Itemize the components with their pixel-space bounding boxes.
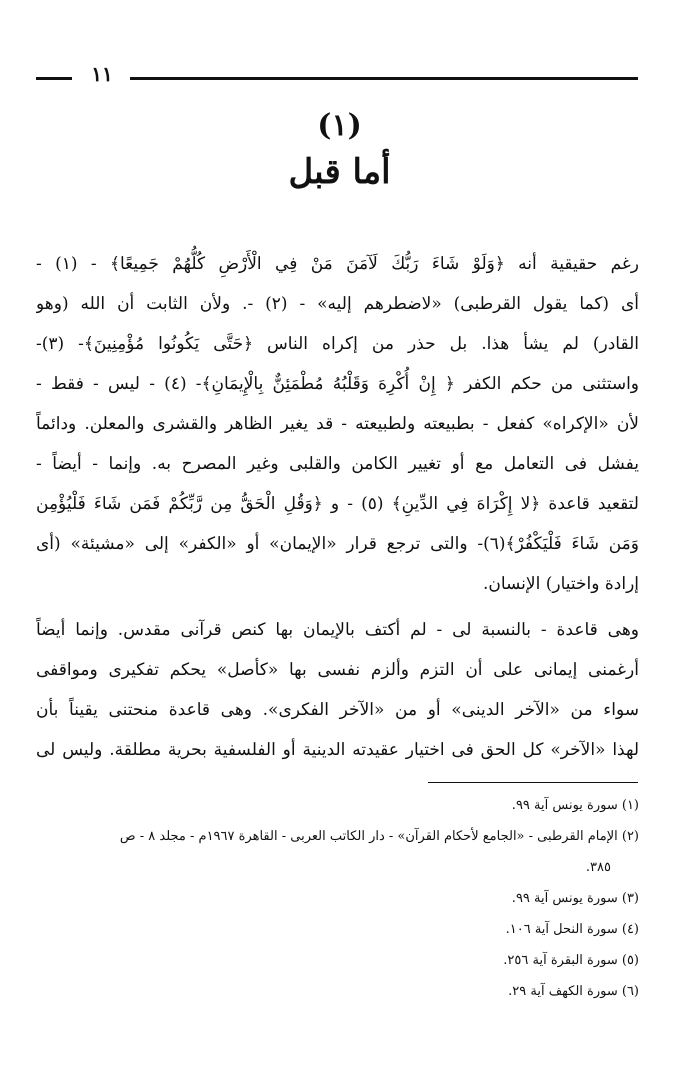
text-line: وَمَن شَاءَ فَلْيَكْفُرْ﴾(٦)- والتى ترجع قرار «الإيمان» أو «الكفر» إلى «مشيئة» (أى: [36, 534, 639, 554]
header-rule-short: [36, 77, 72, 80]
text-line: وهى قاعدة - بالنسبة لى - لم أكتف بالإيمان بها كنص قرآنى مقدس. وإنما أيضاً: [36, 620, 639, 640]
footnote: (٤) سورة النحل آية ١٠٦.: [505, 922, 639, 937]
text-line: لهذا «الآخر» كل الحق فى اختيار عقيدته الدينية أو الفلسفية بحرية مطلقة. وليس لى: [36, 740, 639, 760]
footnote-separator: [428, 782, 638, 783]
chapter-number: (١): [317, 108, 362, 143]
text-line: القادر) لم يشأ هذا. بل حذر من إكراه الناس ﴿حَتَّى يَكُونُوا مُؤْمِنِينَ﴾- (٣)-: [36, 334, 639, 354]
footnote: (٣) سورة يونس آية ٩٩.: [511, 891, 639, 906]
page-header: [34, 60, 639, 90]
header-rule: [130, 77, 638, 80]
footnote: (٥) سورة البقرة آية ٢٥٦.: [503, 953, 639, 968]
text-line: واستثنى من حكم الكفر ﴿ إِنْ أُكْرِهَ وَقَلْبُهُ مُطْمَئِنٌّ بِالْإِيمَانِ﴾- (٤) - ليس - فقط -: [36, 374, 639, 394]
body-text: [36, 244, 639, 770]
footnote: (٦) سورة الكهف آية ٢٩.: [508, 984, 639, 999]
footnote-continuation: ٣٨٥.: [585, 860, 611, 875]
text-line: رغم حقيقية أنه ﴿وَلَوْ شَاءَ رَبُّكَ لَآمَنَ مَنْ فِي الْأَرْضِ كُلُّهُمْ جَمِيعًا﴾ - (١) -: [36, 254, 639, 274]
text-line: سواء من «الآخر الدينى» أو من «الآخر الفكرى». وهى قاعدة منحتنى يقيناً بأن: [36, 700, 639, 720]
chapter-title: أما قبل: [288, 152, 391, 192]
text-line: أرغمنى إيمانى على أن التزم وألزم نفسى بها «كأصل» يحكم تفكيرى ومواقفى: [36, 660, 639, 680]
footnotes: [36, 790, 639, 1007]
text-line: لتقعيد قاعدة ﴿لا إِكْرَاهَ فِي الدِّينِ﴾ (٥) - و ﴿وَقُلِ الْحَقُّ مِن رَّبِّكُمْ فَمَن شَاءَ فَلْيُؤْمِن: [36, 494, 639, 514]
text-line: لأن «الإكراه» كفعل - بطبيعته ولطبيعته - قد يغير الظاهر والقشرى والمعلن. ودائماً: [36, 414, 639, 434]
text-line: يفشل فى التعامل مع أو تغيير الكامن والقلبى وغير المصرح به. وإنما - أيضاً -: [36, 454, 639, 474]
text-line: أى (كما يقول القرطبى) «لاضطرهم إليه» - (٢) -. ولأن الثابت أن الله (وهو: [36, 294, 639, 314]
text-line: إرادة واختيار) الإنسان.: [482, 574, 639, 594]
footnote: (١) سورة يونس آية ٩٩.: [511, 798, 639, 813]
page-number: ١١: [91, 62, 113, 86]
footnote: (٢) الإمام القرطبى - «الجامع لأحكام القرآن» - دار الكاتب العربى - القاهرة ١٩٦٧م - مجلد ٨ - ص: [119, 829, 639, 844]
